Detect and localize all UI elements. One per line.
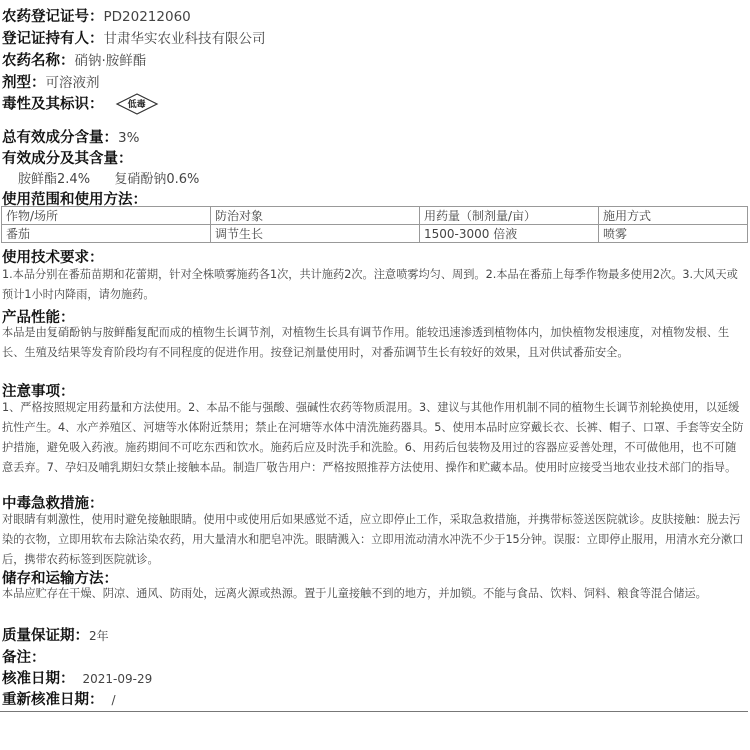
shelf-life-value: 2年: [89, 629, 109, 643]
usage-table: [1, 206, 748, 243]
reapproval-date-value: /: [111, 693, 116, 707]
registration-number-value: PD20212060: [103, 9, 191, 25]
table-cell-dosage: 1500-3000 倍液: [420, 225, 599, 243]
table-cell-target: 调节生长: [211, 225, 420, 243]
storage-label: 储存和运输方法：: [2, 571, 118, 587]
first-aid-label: 中毒急救措施：: [2, 496, 104, 512]
ingredient-2-name: 复硝酚钠: [114, 172, 167, 187]
table-header-cell: 防治对象: [211, 207, 420, 225]
remarks-row: [2, 646, 46, 667]
bottom-divider: [0, 711, 748, 712]
reapproval-date-label: 重新核准日期：: [2, 692, 104, 708]
table-cell-method: 喷雾: [599, 225, 748, 243]
total-content-label: 总有效成分含量：: [2, 130, 118, 146]
table-header-cell: 用药量（制剂量/亩）: [420, 207, 599, 225]
ingredient-2-amount: 0.6%: [166, 172, 200, 187]
remarks-label: 备注：: [2, 650, 46, 666]
usage-label: 使用范围和使用方法：: [2, 192, 147, 208]
formulation-row: [2, 71, 100, 92]
formulation-label: 剂型：: [2, 75, 46, 91]
table-cell-crop: 番茄: [2, 225, 211, 243]
pesticide-name-label: 农药名称：: [2, 53, 75, 69]
tech-label: 使用技术要求：: [2, 250, 104, 266]
notes-label: 注意事项：: [2, 384, 75, 400]
approval-date-row: [2, 667, 152, 688]
storage-text: 本品应贮存在干燥、阴凉、通风、防雨处，远离火源或热源。置于儿童接触不到的地方，并加锁。不能与食品、饮料、饲料、粮食等混合储运。: [2, 587, 707, 600]
approval-date-label: 核准日期：: [2, 671, 75, 687]
toxicity-label: 毒性及其标识：: [2, 96, 104, 113]
total-content-row: [2, 126, 139, 147]
performance-text: 本品是由复硝酚钠与胺鲜酯复配而成的植物生长调节剂，对植物生长具有调节作用。能较迅速渗透到植物体内，加快植物发根速度，对植物发根、生长、生殖及结果等发育阶段均有不同程度的促进作用。按登记剂量使用时，对番茄调节生长有较好的效果，且对供试番茄安全。: [2, 326, 730, 359]
holder-value: 甘肃华实农业科技有限公司: [103, 31, 266, 47]
ingredients-label: 有效成分及其含量：: [2, 151, 133, 167]
holder-label: 登记证持有人：: [2, 31, 104, 47]
performance-label: 产品性能：: [2, 310, 75, 326]
ingredient-1-name: 胺鲜酯: [18, 172, 58, 187]
pesticide-name-value: 硝钠·胺鲜酯: [74, 53, 147, 69]
pesticide-name-row: [2, 49, 146, 70]
toxicity-row: [2, 92, 159, 116]
formulation-value: 可溶液剂: [45, 75, 100, 91]
shelf-life-row: [2, 624, 109, 645]
ingredients-heading: [2, 147, 133, 168]
table-header-cell: 作物/场所: [2, 207, 211, 225]
table-row: [2, 225, 748, 243]
ingredient-1-amount: 2.4%: [57, 172, 91, 187]
table-header-cell: 施用方式: [599, 207, 748, 225]
tech-heading: [2, 246, 104, 267]
tech-text: 1.本品分别在番茄苗期和花蕾期，针对全株喷雾施药各1次，共计施药2次。注意喷雾均匀、周到。2.本品在番茄上每季作物最多使用2次。3.大风天或预计1小时内降雨，请勿施药。: [2, 268, 738, 301]
low-toxicity-diamond-icon: [115, 92, 159, 116]
reapproval-date-row: [2, 688, 116, 709]
registration-number-row: [2, 5, 191, 26]
total-content-value: 3%: [118, 130, 140, 146]
approval-date-value: 2021-09-29: [82, 672, 153, 686]
shelf-life-label: 质量保证期：: [2, 628, 89, 644]
holder-row: [2, 27, 266, 48]
first-aid-text: 对眼睛有刺激性，使用时避免接触眼睛。使用中或使用后如果感觉不适，应立即停止工作，采取急救措施，并携带标签送医院就诊。皮肤接触：脱去污染的衣物，立即用软布去除沾染农药，用大量清水和肥皂冲洗。眼睛溅入：立即用流动清水冲洗不少于15分钟。误服：立即停止服用，用清水充分漱口后，携带农药标签到医院就诊。: [2, 513, 744, 566]
toxicity-badge-text: 低毒: [127, 100, 146, 110]
ingredients-list: [18, 168, 199, 187]
notes-text: 1、严格按照规定用药量和方法使用。2、本品不能与强酸、强碱性农药等物质混用。3、建议与其他作用机制不同的植物生长调节剂轮换使用，以延缓抗性产生。4、水产养殖区、河塘等水体附近禁用；禁止在河塘等水体中清洗施药器具。5、使用本品时应穿戴长衣、长裤、帽子、口罩、手套等安全防护措施，避免吸入药液。施药期间不可吃东西和饮水。施药后应及时洗手和洗脸。6、用药后包装物及用过的容器应妥善处理，不可做他用，也不可随意丢弃。7、孕妇及哺乳期妇女禁止接触本品。制造厂敬告用户：严格按照推荐方法使用、操作和贮藏本品。使用时应接受当地农业技术部门的指导。: [2, 401, 744, 474]
usage-table-header-row: [2, 207, 748, 225]
registration-number-label: 农药登记证号：: [2, 9, 104, 25]
